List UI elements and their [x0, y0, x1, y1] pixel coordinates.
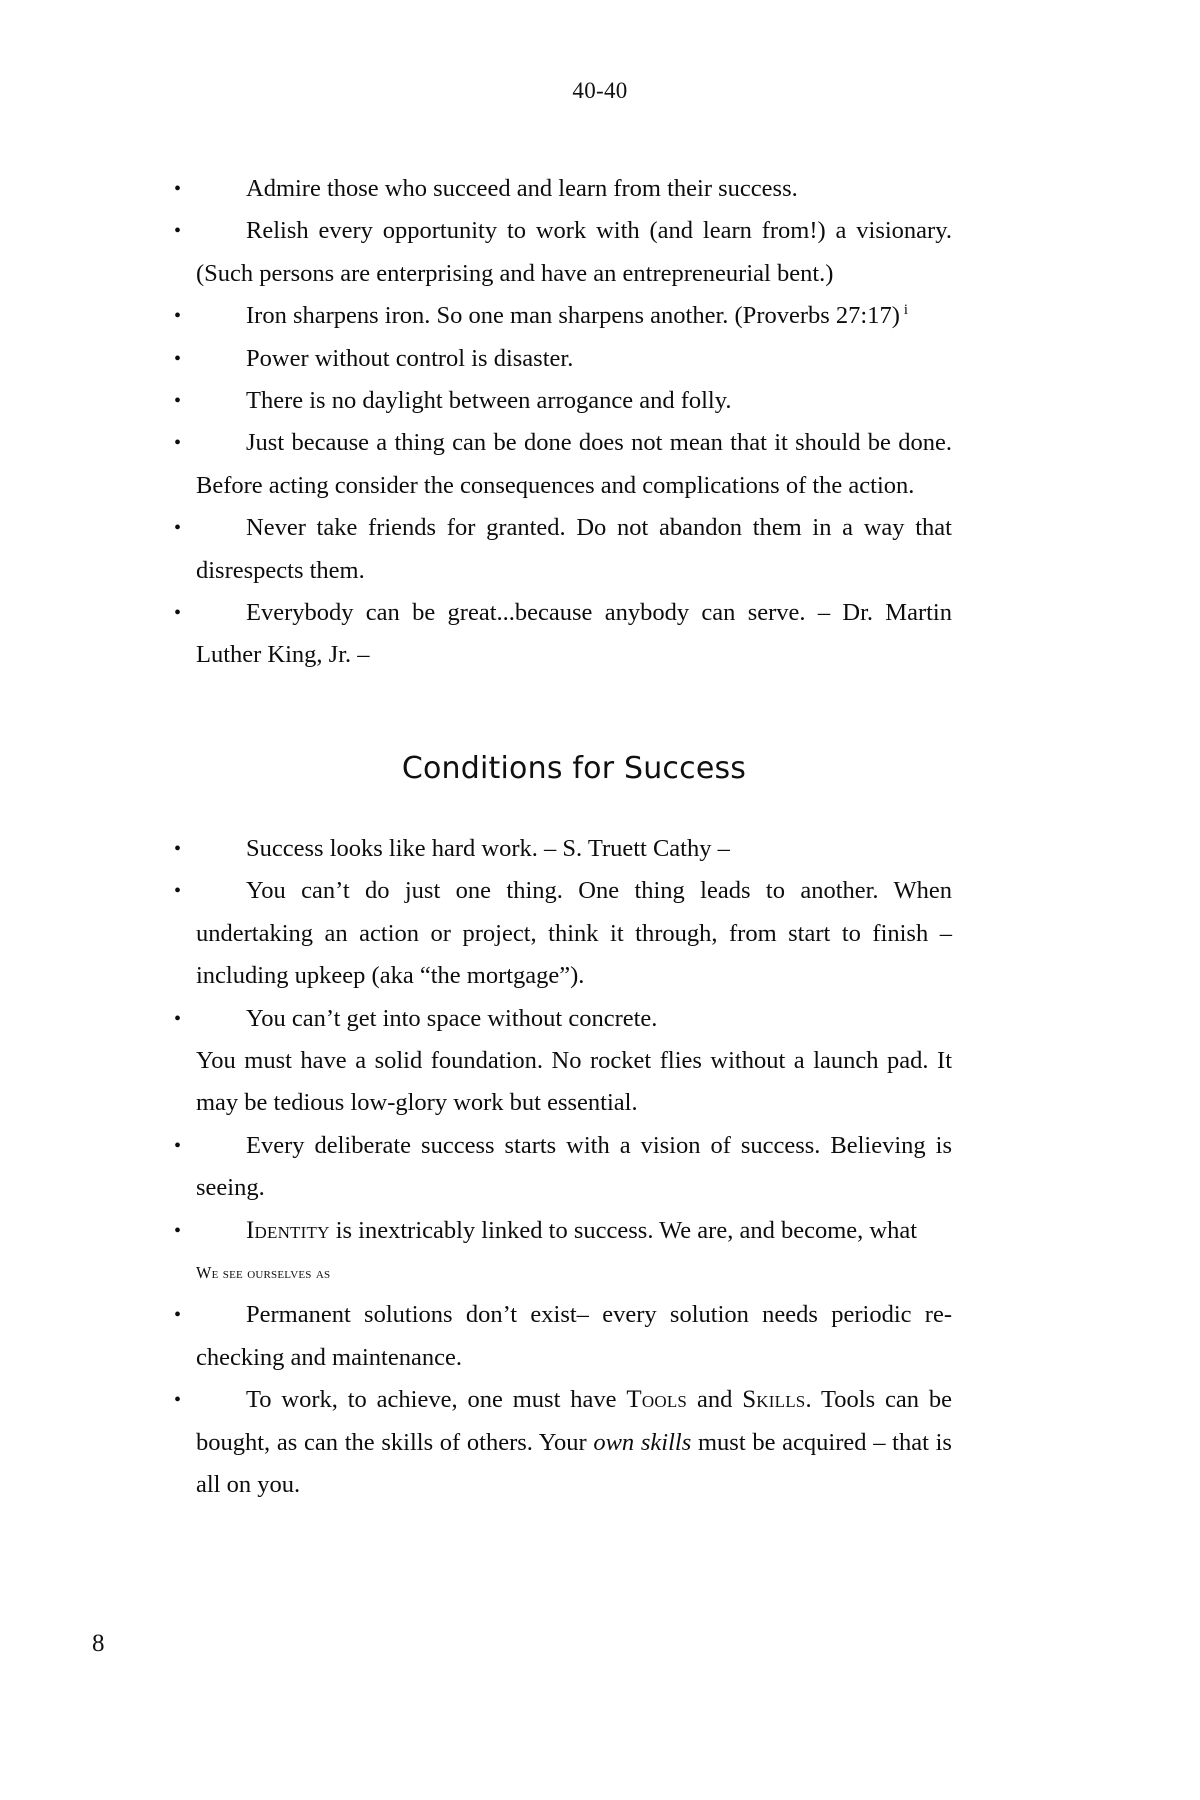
bullet-glyph: • — [174, 432, 182, 455]
list-item-text-wrapper — [196, 1210, 952, 1252]
bullet-glyph: • — [174, 837, 182, 860]
text-part-2: and — [687, 1386, 743, 1414]
list-item-text: Permanent solutions don’t exist– every solution needs periodic re-checking and maintenance. — [196, 1301, 952, 1371]
list-item-text: You can’t get into space without concrete. — [246, 1004, 658, 1032]
list-item — [174, 168, 952, 210]
list-item-text: Iron sharpens iron. So one man sharpens another. (Proverbs 27:17) — [246, 302, 900, 330]
bullet-glyph: • — [174, 1389, 182, 1412]
endnote-marker[interactable]: i — [903, 302, 908, 319]
list-item-text: Relish every opportunity to work with (and learn from!) a visionary. (Such persons are enterprising and have an entrepreneurial bent.) — [196, 217, 952, 287]
bullet-glyph: • — [174, 1219, 182, 1242]
smallcaps-tools: Tools — [626, 1386, 688, 1414]
page-number: 8 — [92, 1630, 105, 1657]
paragraph: You must have a solid foundation. No rocket flies without a launch pad. It may be tedious low-glory work but essential. — [196, 1046, 952, 1117]
running-head: 40-40 — [572, 78, 628, 103]
list-item — [174, 507, 952, 592]
page-content — [174, 168, 953, 1506]
list-item — [174, 592, 952, 677]
bullet-glyph: • — [174, 1304, 182, 1327]
smallcaps-identity: Identity — [246, 1216, 330, 1244]
list-item — [174, 338, 952, 380]
list-item-text: Admire those who succeed and learn from their success. — [246, 175, 798, 202]
list-item-text: Success looks like hard work. – S. Truett Cathy – — [246, 834, 730, 862]
text-part-3: . Tools can be bought, as can the skills of others. Your — [196, 1386, 953, 1456]
spacer — [196, 677, 952, 751]
bullet-glyph: • — [174, 602, 182, 625]
bullet-glyph: • — [174, 178, 182, 200]
list-item-with-endnote — [174, 295, 952, 337]
list-item-text: Everybody can be great...because anybody can serve. – Dr. Martin Luther King, Jr. – — [196, 599, 952, 669]
list-item-tools-skills — [174, 1379, 953, 1506]
list-item-text: There is no daylight between arrogance and folly. — [246, 387, 732, 415]
list-item-text-wrapper — [196, 295, 952, 337]
list-item — [174, 828, 952, 870]
text-part-4: must be acquired – that is all on you. — [196, 1428, 952, 1498]
bullet-glyph: • — [174, 390, 182, 413]
list-item — [174, 870, 952, 997]
bullet-glyph: • — [174, 305, 182, 328]
text-part-1: To work, to achieve, one must have — [246, 1386, 627, 1414]
list-item-text: Never take friends for granted. Do not abandon them in a way that disrespects them. — [196, 514, 952, 584]
bullet-glyph: • — [174, 1007, 182, 1030]
spacer — [196, 786, 952, 828]
bullet-glyph: • — [174, 517, 182, 540]
list-item — [174, 210, 952, 295]
list-item-text: Just because a thing can be done does not mean that it should be done. Before acting consider the consequences and complications of the action. — [196, 429, 952, 499]
bullet-glyph: • — [174, 880, 182, 903]
smallcaps-skills: Skills — [742, 1386, 806, 1414]
paragraph-smallcaps: We see ourselves as — [196, 1262, 331, 1282]
italic-own-skills: own skills — [593, 1428, 692, 1456]
list-item — [174, 1125, 952, 1210]
list-item — [174, 422, 952, 507]
bullet-glyph: • — [174, 1134, 182, 1157]
list-item — [174, 380, 952, 422]
list-item-text: Power without control is disaster. — [246, 344, 574, 372]
list-item — [174, 998, 952, 1040]
list-item-text: is inextricably linked to success. We are, and become, what — [329, 1216, 918, 1244]
list-item-text: Every deliberate success starts with a vision of success. Believing is seeing. — [196, 1131, 952, 1202]
list-item-text: You can’t do just one thing. One thing leads to another. When undertaking an action or project, think it through, from start to finish – including upkeep (aka “the mortgage”). — [196, 877, 952, 990]
bullet-list-top — [174, 168, 952, 677]
list-item-identity — [174, 1210, 952, 1252]
bullet-list-conditions — [174, 828, 953, 1507]
section-heading: Conditions for Success — [401, 750, 747, 786]
bullet-glyph: • — [174, 220, 182, 243]
bullet-glyph: • — [174, 347, 182, 370]
list-item-text-wrapper — [196, 1379, 952, 1506]
list-item — [174, 1294, 952, 1379]
